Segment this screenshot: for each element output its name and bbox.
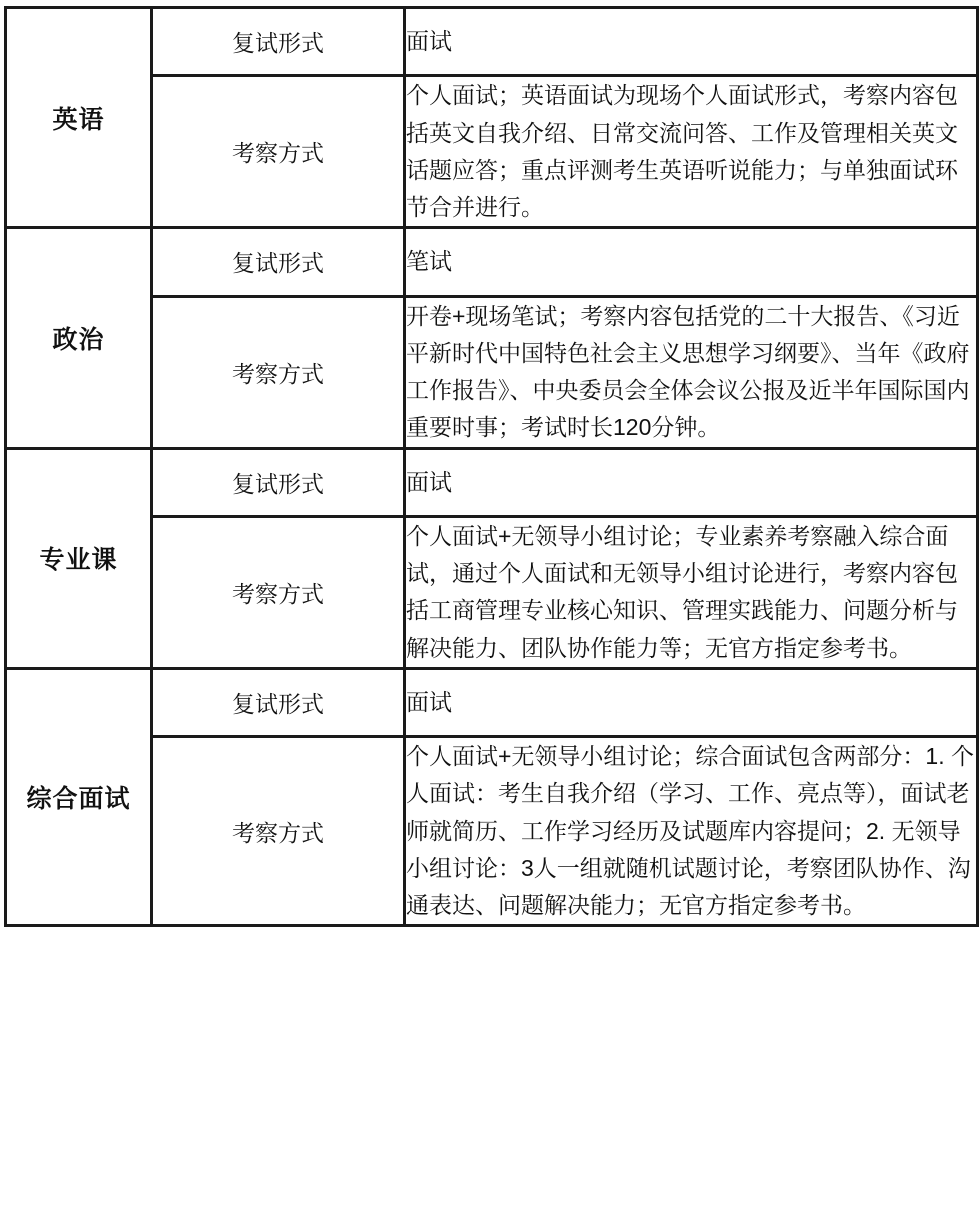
table-row [6, 296, 978, 448]
item-label: 考察方式 [152, 76, 405, 228]
item-content: 个人面试+无领导小组讨论；专业素养考察融入综合面试，通过个人面试和无领导小组讨论进行，考察内容包括工商管理专业核心知识、管理实践能力、问题分析与解决能力、团队协作能力等；无官方指定参考书。 [405, 516, 978, 668]
item-label: 复试形式 [152, 668, 405, 736]
item-content: 开卷+现场笔试；考察内容包括党的二十大报告、《习近平新时代中国特色社会主义思想学习纲要》、当年《政府工作报告》、中央委员会全体会议公报及近半年国际国内重要时事；考试时长120分钟。 [405, 296, 978, 448]
table-row [6, 737, 978, 926]
item-label: 复试形式 [152, 8, 405, 76]
item-label: 复试形式 [152, 448, 405, 516]
retest-exam-table [4, 6, 979, 927]
item-content: 面试 [405, 8, 978, 76]
subject-cell: 政治 [6, 228, 152, 448]
table-row [6, 668, 978, 736]
table-row [6, 448, 978, 516]
table-row [6, 76, 978, 228]
item-content: 笔试 [405, 228, 978, 296]
item-label: 考察方式 [152, 516, 405, 668]
item-label: 考察方式 [152, 737, 405, 926]
item-content: 个人面试；英语面试为现场个人面试形式，考察内容包括英文自我介绍、日常交流问答、工作及管理相关英文话题应答；重点评测考生英语听说能力；与单独面试环节合并进行。 [405, 76, 978, 228]
item-label: 复试形式 [152, 228, 405, 296]
item-content: 面试 [405, 448, 978, 516]
table-row [6, 516, 978, 668]
item-label: 考察方式 [152, 296, 405, 448]
item-content: 个人面试+无领导小组讨论；综合面试包含两部分：1. 个人面试：考生自我介绍（学习、工作、亮点等），面试老师就简历、工作学习经历及试题库内容提问；2. 无领导小组讨论：3人一组就随机试题讨论，考察团队协作、沟通表达、问题解决能力；无官方指定参考书。 [405, 737, 978, 926]
table-row [6, 228, 978, 296]
subject-cell: 综合面试 [6, 668, 152, 926]
subject-cell: 英语 [6, 8, 152, 228]
table-row [6, 8, 978, 76]
subject-cell: 专业课 [6, 448, 152, 668]
item-content: 面试 [405, 668, 978, 736]
